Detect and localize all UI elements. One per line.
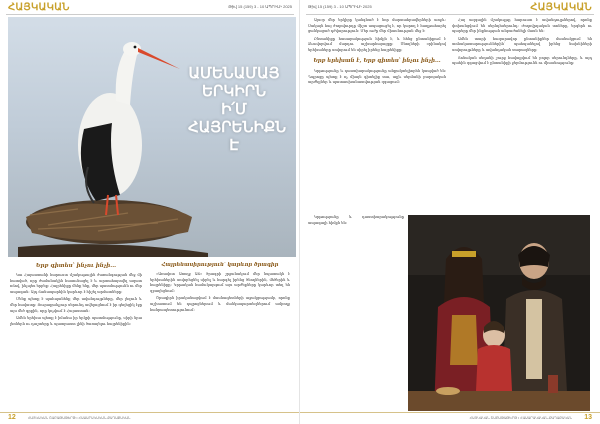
header-rule [6,14,294,15]
paragraph: Ծրագիրն իրականացվում է մասնագետների աջակցությամբ, որոնք աշխատում են դպրոցներում և մանկապարտեզներում ամբողջ հանրապետությունում։ [150,296,290,312]
right-column-2 [452,18,592,210]
headline-line: Ի՛Մ [221,101,247,118]
left-column-1 [10,262,142,406]
page-number: 12 [8,414,16,421]
paragraph: Ընտանիքը հասարակության հիմքն է, և հենց ընտանիքում է ձևավորվում մարդու աշխարհայացքը։ Ծնողների օրինակով երեխաները սովորում են սիրել իրենց հայրենիքը։ [308,36,446,52]
right-column-3 [308,215,404,405]
family-illustration [408,215,590,411]
stork-photo [8,17,296,257]
issue-info: Թիվ 15 (159) 3 - 10 ԱՊՐԻԼԻ 2025 [228,4,292,9]
header-rule [306,14,594,15]
left-column-2 [150,262,290,406]
brand-logo: ՀԱՅԿԱԿԱՆ [530,2,592,13]
paragraph: Կա Հայաստանի հարուստ մշակութային ժառանգության մեջ մի հատված, որը ժամանակին հասունացել է և արտահայտվել ազատ ոճով, ինչպես երբեք։ Հայրենիքը մենք ենք, մեր պատմությունն ու մեր ապագան։ Այդ ճանապարհին կարևոր է հիշել արմատները։ [10,273,142,294]
headline-line: ԱՄԵՆԱՄԱՅ [188,65,280,82]
right-footer [300,412,600,424]
issue-info: Թիվ 15 (159) 3 - 10 ԱՊՐԻԼԻ 2025 [308,4,372,9]
left-footer [0,412,300,424]
headline-line: ԵՐԿԻՐՆ [201,83,267,100]
right-column-1 [308,18,446,208]
headline [188,65,287,155]
page-number: 13 [584,414,592,421]
footer-text: ՀԱՅԿԱԿԱՆ ՇԱԲԱԹԱԹԵՐԹ • ՀԱՍԱՐԱԿԱԿԱՆ-ՔԱՂԱՔԱԿԱՆ [469,416,572,420]
paragraph: Կրթությունը և դաստիարակությունը ապագայի հիմքն են։ [308,215,404,225]
paragraph: Այսօր մեր երկիրը կանգնած է նոր մարտահրավերների առջև։ Սակայն հայ ժողովուրդը միշտ ապացուցել է, որ կարող է հաղթահարել ցանկացած դժվարություն։ Մեր ուժը մեր միասնության մեջ է։ [308,18,446,34]
paragraph: Ամեն երեխա պետք է իմանա իր երկրի պատմությունը, սիրի նրա լեռներն ու դաշտերը և պատրաստ լինի ծառայելու հայրենիքին։ [10,316,142,326]
paragraph: Ամեն տարի հազարավոր ընտանիքներ մասնակցում են տոնակատարություններին՝ պահպանելով իրենց նախնիների սովորույթները և ավանդական տարազները։ [452,36,592,52]
paragraph: Մենք պետք է պահպանենք մեր ավանդույթները, մեր լեզուն և մեր հավատը։ Յուրաքանչյուր սերունդ ավելացնում է իր գեղեցիկ էջը այս մեծ գրքին, որը կոչվում է Հայաստան։ [10,297,142,313]
paragraph: «Առավոտ Առողջ Աճ» ծրագրի շրջանակում մեր նպատակն է երեխաներին սովորեցնել սիրել և հարգել իրենց ծնողներին, մեծերին և հայրենիքը։ Կրթական համակարգում այս արժեքները կարևոր տեղ են զբաղեցնում։ [150,272,290,293]
paragraph: Հայ ազգային մշակույթը հարուստ է ավանդույթներով, որոնք փոխանցվում են սերնդեսերունդ։ Ժողովրդական տոները, երգերն ու պարերը մեր ինքնության անբաժանելի մասն են։ [452,18,592,34]
right-page-header [300,0,600,14]
brand-logo: ՀԱՅԿԱԿԱՆ [8,2,70,13]
family-photo [408,215,590,411]
headline-line: ՀԱՅՐԵՆԻՔՆ Է [188,119,287,154]
article-subhead: Երբ գիտես՝ ինչու ինչի... [35,263,117,269]
right-page [300,0,600,424]
footer-text: ՀԱՅԿԱԿԱՆ ՇԱԲԱԹԱԹԵՐԹ • ՀԱՍԱՐԱԿԱԿԱՆ-ՔԱՂԱՔԱԿԱՆ [28,416,131,420]
left-page-header [0,0,300,14]
paragraph: Տոնական սեղանի շուրջ հավաքվում են բոլոր սերունդները, և այդ պահին զգացվում է ընտանիքի ջերմությունն ու միասնությունը։ [452,55,592,66]
paragraph: Կրթությունը և դաստիարակությունը անքակտելիորեն կապված են։ Դպրոցը պետք է ոչ միայն գիտելիք տա, այլև սերմանի բարոյական արժեքներ և պատասխանատվության զգացում։ [308,68,446,85]
column-subhead: Երբ երեխան է, Երբ գիտես՝ ինչու ինչի... [313,57,441,64]
column-subhead: Հայրենասիրություն՝ կարևոր ծրագիր [161,262,279,268]
